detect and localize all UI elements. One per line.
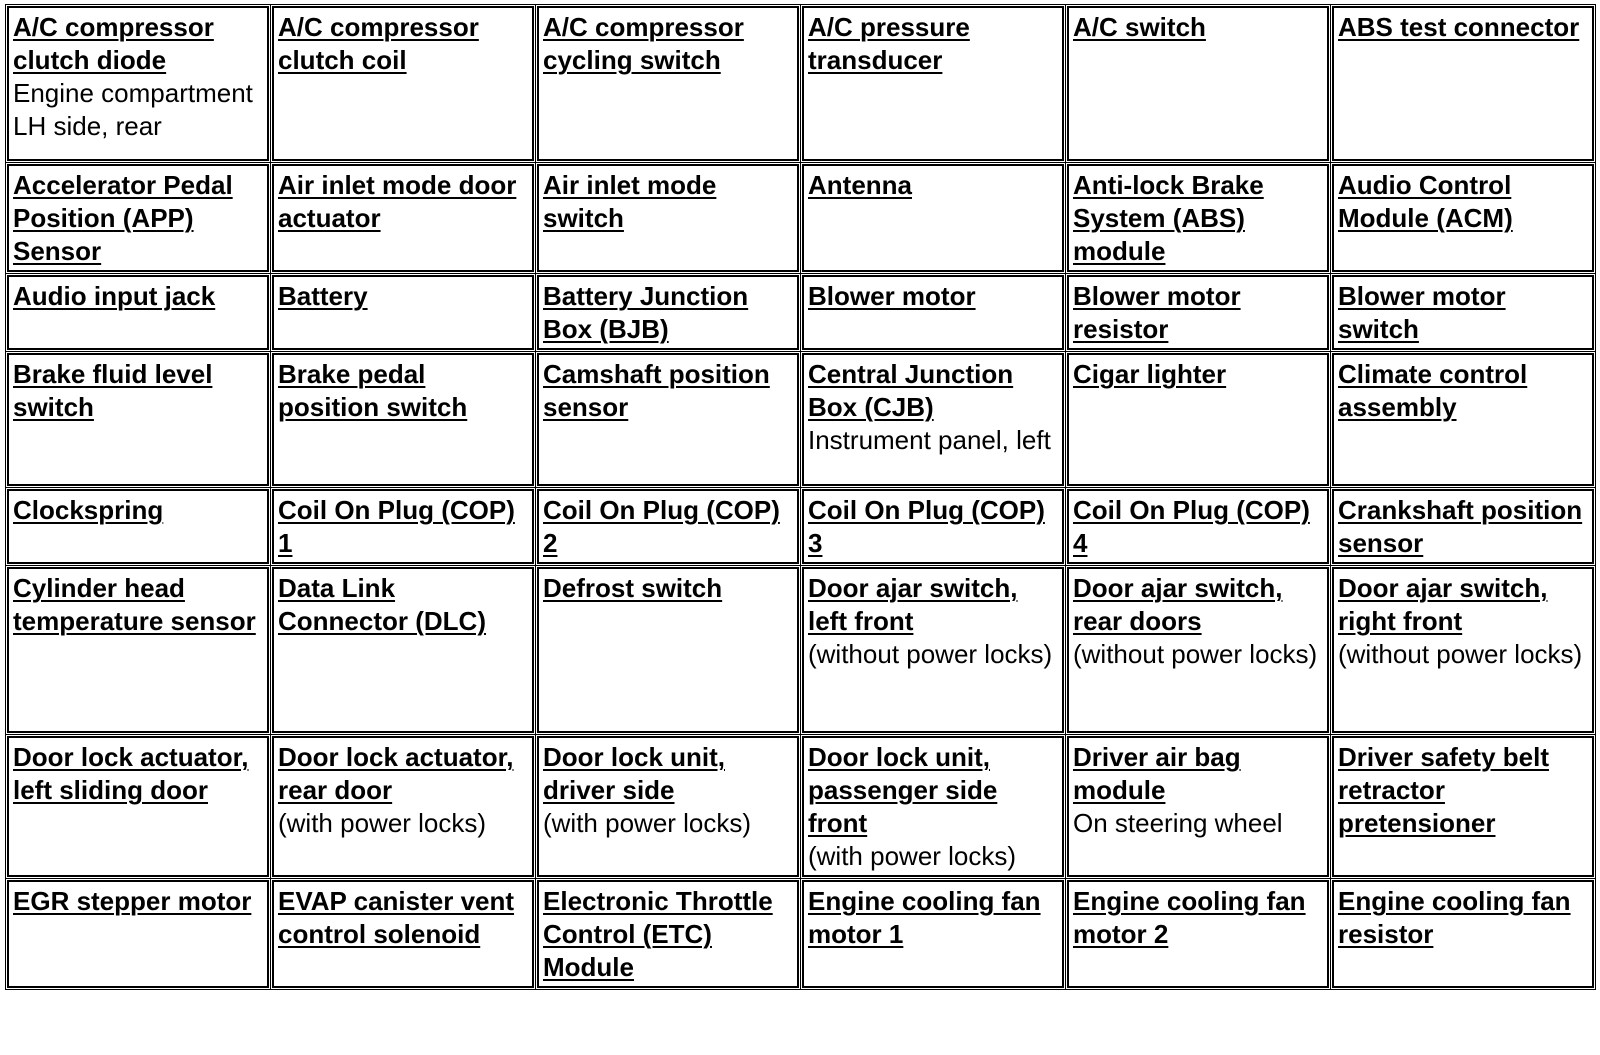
component-link[interactable]: Door lock actuator, left sliding door — [13, 742, 249, 805]
table-cell — [1332, 567, 1594, 733]
table-cell — [802, 353, 1064, 486]
table-cell — [1332, 6, 1594, 161]
table-cell — [802, 736, 1064, 877]
table-cell — [272, 6, 534, 161]
table-cell — [537, 275, 799, 350]
component-link[interactable]: Air inlet mode switch — [543, 170, 717, 233]
table-cell — [802, 6, 1064, 161]
table-row — [7, 6, 1594, 161]
table-row — [7, 353, 1594, 486]
component-link[interactable]: Camshaft position sensor — [543, 359, 770, 422]
table-cell — [1067, 736, 1329, 877]
component-link[interactable]: A/C compressor cycling switch — [543, 12, 744, 75]
table-cell — [802, 567, 1064, 733]
table-cell — [1067, 275, 1329, 350]
table-cell — [1332, 164, 1594, 272]
table-cell — [1332, 880, 1594, 988]
table-cell — [7, 353, 269, 486]
table-cell — [537, 736, 799, 877]
component-link[interactable]: Electronic Throttle Control (ETC) Module — [543, 886, 773, 982]
table-row — [7, 880, 1594, 988]
component-link[interactable]: Defrost switch — [543, 573, 723, 603]
component-link[interactable]: Engine cooling fan motor 1 — [808, 886, 1041, 949]
component-link[interactable]: Climate control assembly — [1338, 359, 1528, 422]
component-link[interactable]: Blower motor — [808, 281, 976, 311]
component-link[interactable]: Door ajar switch, left front — [808, 573, 1018, 636]
component-location: (with power locks) — [543, 808, 752, 838]
component-link[interactable]: Engine cooling fan resistor — [1338, 886, 1571, 949]
component-link[interactable]: Blower motor resistor — [1073, 281, 1241, 344]
table-cell — [537, 353, 799, 486]
table-cell — [537, 489, 799, 564]
table-cell — [272, 275, 534, 350]
table-cell — [537, 880, 799, 988]
table-cell — [1332, 489, 1594, 564]
table-cell — [272, 353, 534, 486]
table-cell — [272, 489, 534, 564]
component-link[interactable]: Accelerator Pedal Position (APP) Sensor — [13, 170, 233, 266]
component-location-table — [4, 3, 1597, 991]
component-link[interactable]: EVAP canister vent control solenoid — [278, 886, 515, 949]
table-cell — [537, 164, 799, 272]
component-link[interactable]: Driver safety belt retractor pretensioner — [1338, 742, 1549, 838]
component-link[interactable]: ABS test connector — [1338, 12, 1580, 42]
component-link[interactable]: Door ajar switch, rear doors — [1073, 573, 1283, 636]
component-link[interactable]: Crankshaft position sensor — [1338, 495, 1583, 558]
component-link[interactable]: A/C switch — [1073, 12, 1206, 42]
component-link[interactable]: Driver air bag module — [1073, 742, 1241, 805]
table-cell — [7, 489, 269, 564]
table-cell — [7, 275, 269, 350]
table-cell — [537, 567, 799, 733]
component-link[interactable]: A/C compressor clutch coil — [278, 12, 479, 75]
table-cell — [7, 736, 269, 877]
table-cell — [802, 275, 1064, 350]
component-location: On steering wheel — [1073, 808, 1283, 838]
table-cell — [272, 880, 534, 988]
table-cell — [7, 880, 269, 988]
component-link[interactable]: Coil On Plug (COP) 3 — [808, 495, 1045, 558]
table-cell — [802, 489, 1064, 564]
component-link[interactable]: Engine cooling fan motor 2 — [1073, 886, 1306, 949]
table-cell — [1067, 880, 1329, 988]
component-location: (with power locks) — [808, 841, 1017, 871]
table-cell — [1332, 275, 1594, 350]
table-cell — [1067, 164, 1329, 272]
component-location: Engine compartment LH side, rear — [13, 78, 253, 141]
component-link[interactable]: Battery — [278, 281, 368, 311]
component-link[interactable]: Audio input jack — [13, 281, 216, 311]
component-link[interactable]: Anti-lock Brake System (ABS) module — [1073, 170, 1264, 266]
table-cell — [1067, 6, 1329, 161]
component-link[interactable]: Air inlet mode door actuator — [278, 170, 517, 233]
table-cell — [7, 164, 269, 272]
component-link[interactable]: A/C compressor clutch diode — [13, 12, 214, 75]
table-cell — [272, 736, 534, 877]
table-cell — [1067, 489, 1329, 564]
component-location: (without power locks) — [1073, 639, 1318, 669]
component-link[interactable]: Door lock unit, passenger side front — [808, 742, 998, 838]
component-link[interactable]: A/C pressure transducer — [808, 12, 970, 75]
component-link[interactable]: Door ajar switch, right front — [1338, 573, 1548, 636]
component-location: (without power locks) — [808, 639, 1053, 669]
component-link[interactable]: Clockspring — [13, 495, 164, 525]
component-link[interactable]: Door lock unit, driver side — [543, 742, 725, 805]
component-link[interactable]: Blower motor switch — [1338, 281, 1506, 344]
table-cell — [1332, 736, 1594, 877]
table-row — [7, 164, 1594, 272]
table-row — [7, 736, 1594, 877]
component-link[interactable]: Battery Junction Box (BJB) — [543, 281, 749, 344]
component-link[interactable]: Brake pedal position switch — [278, 359, 468, 422]
component-link[interactable]: Door lock actuator, rear door — [278, 742, 514, 805]
table-cell — [272, 567, 534, 733]
component-location: (without power locks) — [1338, 639, 1583, 669]
table-cell — [7, 567, 269, 733]
table-cell — [272, 164, 534, 272]
component-link[interactable]: EGR stepper motor — [13, 886, 252, 916]
component-link[interactable]: Cylinder head temperature sensor — [13, 573, 256, 636]
component-link[interactable]: Data Link Connector (DLC) — [278, 573, 486, 636]
component-link[interactable]: Brake fluid level switch — [13, 359, 213, 422]
table-cell — [1067, 567, 1329, 733]
table-row — [7, 567, 1594, 733]
component-link[interactable]: Cigar lighter — [1073, 359, 1227, 389]
component-link[interactable]: Antenna — [808, 170, 912, 200]
component-location: (with power locks) — [278, 808, 487, 838]
table-cell — [802, 164, 1064, 272]
component-link[interactable]: Coil On Plug (COP) 1 — [278, 495, 515, 558]
table-row — [7, 489, 1594, 564]
component-location: Instrument panel, left — [808, 425, 1051, 455]
table-cell — [1067, 353, 1329, 486]
table-cell — [7, 6, 269, 161]
table-cell — [537, 6, 799, 161]
component-link[interactable]: Central Junction Box (CJB) — [808, 359, 1014, 422]
component-link[interactable]: Coil On Plug (COP) 2 — [543, 495, 780, 558]
table-cell — [802, 880, 1064, 988]
component-link[interactable]: Coil On Plug (COP) 4 — [1073, 495, 1310, 558]
component-link[interactable]: Audio Control Module (ACM) — [1338, 170, 1513, 233]
table-row — [7, 275, 1594, 350]
table-cell — [1332, 353, 1594, 486]
